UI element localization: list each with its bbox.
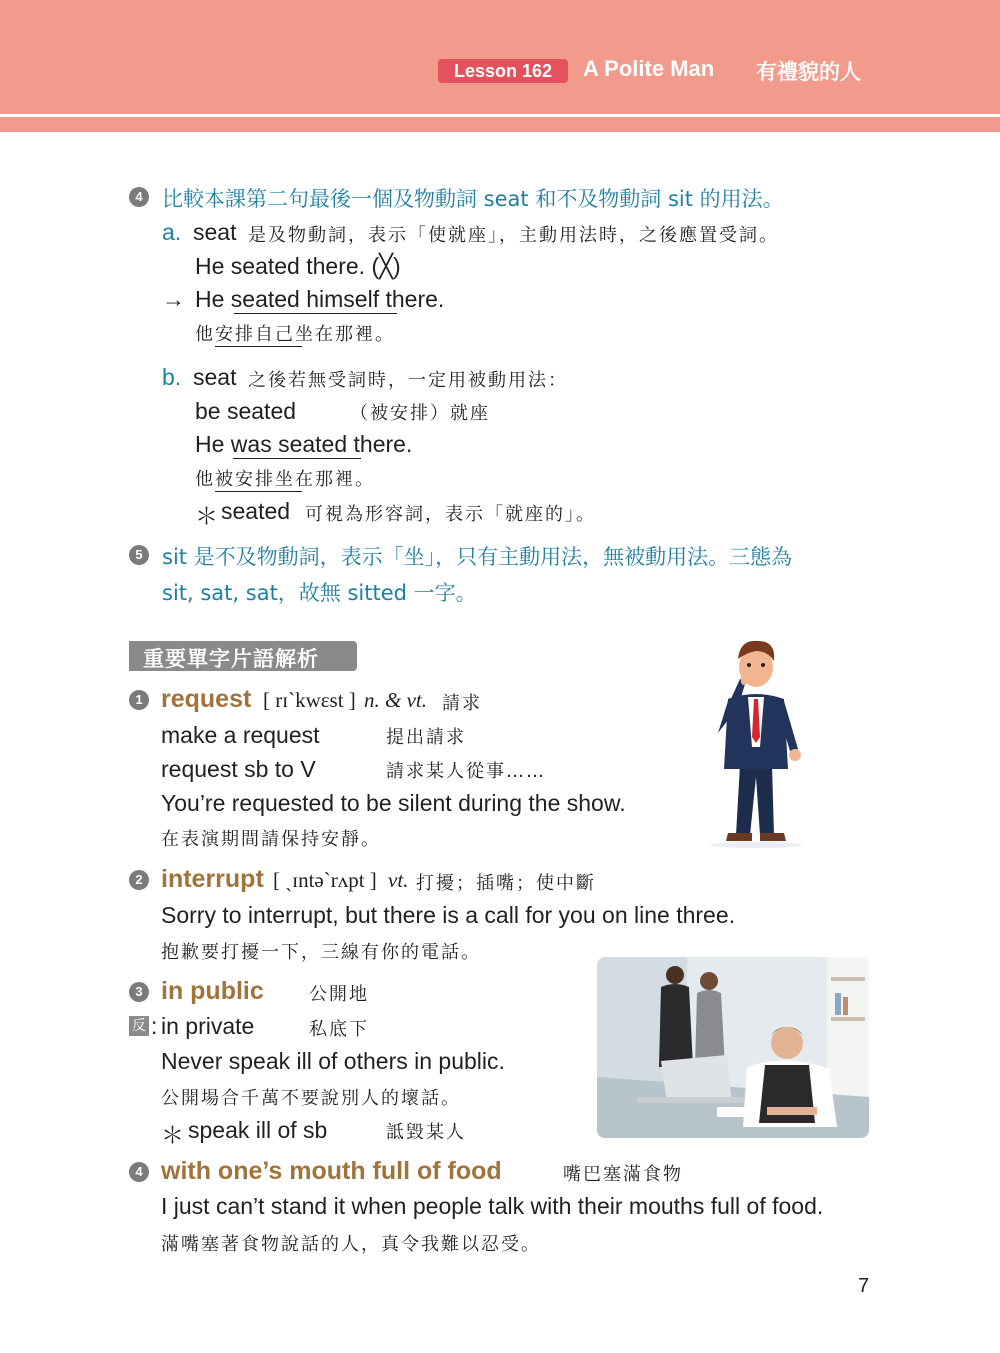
vocab-star-zh: 詆毀某人 [386,1122,466,1143]
note-a-label: a. [162,219,182,245]
note-4-title: 比較本課第二句最後一個及物動詞 seat 和不及物動詞 sit 的用法。 [162,187,784,211]
vocab-phonetic: [ ˏɪntəˋrʌpt ] [273,868,377,892]
vocab-example-zh: 滿嘴塞著食物說話的人，真令我難以忍受。 [161,1234,541,1255]
note-number-5: 5 [129,545,149,565]
note-b-star-word: seated [221,498,291,524]
vocab-word-mouth-full: with one’s mouth full of food [161,1157,502,1185]
lesson-title-zh: 有禮貌的人 [756,60,861,84]
businessman-shush-illustration [706,637,806,849]
header-divider [0,114,1000,117]
antonym-label: 反 [129,1016,149,1036]
vocab-example: Sorry to interrupt, but there is a call for you on line three. [161,902,736,928]
note-b-phrase-zh: （被安排）就座 [350,403,490,424]
lesson-badge: Lesson 162 [438,59,568,83]
vocab-number-3: 3 [129,982,149,1002]
vocab-meaning: 打擾；插嘴；使中斷 [416,873,596,894]
vocab-phrase: make a request [161,722,320,748]
page-number: 7 [858,1275,870,1297]
vocab-phrase-zh: 提出請求 [386,727,466,748]
note-b-example: He was seated there. [195,431,413,457]
vocab-pos: vt. [388,868,409,892]
antonym-colon: : [151,1013,158,1039]
note-b-star-desc: 可視為形容詞，表示「就座的」。 [305,504,596,525]
page-header [0,0,1000,132]
arrow-icon: → [162,286,185,312]
note-b-star: ＊ [195,503,218,529]
vocab-number-4: 4 [129,1162,149,1182]
note-a-word: seat [193,219,237,245]
vocab-example: Never speak ill of others in public. [161,1048,505,1074]
note-a-wrong-example: He seated there. (╳) [195,253,401,279]
note-b-word: seat [193,364,237,390]
vocab-number-2: 2 [129,870,149,890]
vocab-word-in-public: in public [161,977,264,1005]
vocab-section-title: 重要單字片語解析 [143,647,319,671]
vocab-example: You’re requested to be silent during the show. [161,790,626,816]
note-b-example-zh: 他被安排坐在那裡。 [195,469,375,490]
vocab-phrase: request sb to V [161,756,316,782]
note-b-label: b. [162,364,182,390]
underline [234,313,397,314]
vocab-example-zh: 公開場合千萬不要說別人的壞話。 [161,1088,461,1109]
vocab-meaning: 公開地 [309,984,369,1005]
note-b-phrase: be seated [195,398,297,424]
vocab-word-request: request [161,685,252,713]
vocab-star: ＊ [161,1122,184,1148]
vocab-phrase-zh: 請求某人從事…… [386,761,546,782]
vocab-star-phrase: speak ill of sb [188,1117,328,1143]
note-number-4: 4 [129,187,149,207]
note-a-right-zh: 他安排自己坐在那裡。 [195,324,395,345]
lesson-title: A Polite Man [583,56,715,81]
underline [215,491,302,492]
note-5-line1: sit 是不及物動詞，表示「坐」，只有主動用法，無被動用法。三態為 [162,545,793,569]
vocab-example-zh: 在表演期間請保持安靜。 [161,829,381,850]
vocab-number-1: 1 [129,690,149,710]
vocab-meaning: 請求 [442,693,482,714]
note-a-right-example: He seated himself there. [195,286,445,312]
vocab-meaning: 嘴巴塞滿食物 [563,1164,683,1185]
office-gossip-photo [597,957,869,1138]
vocab-pos: n. & vt. [364,688,427,712]
vocab-antonym-zh: 私底下 [309,1019,369,1040]
vocab-phonetic: [ rɪˋkwɛst ] [263,688,356,712]
vocab-example: I just can’t stand it when people talk with their mouths full of food. [161,1193,824,1219]
vocab-antonym: in private [161,1013,255,1039]
vocab-word-interrupt: interrupt [161,865,264,893]
note-5-line2: sit, sat, sat，故無 sitted 一字。 [162,581,477,605]
note-a-desc: 是及物動詞，表示「使就座」，主動用法時，之後應置受詞。 [248,225,779,246]
vocab-example-zh: 抱歉要打擾一下，三線有你的電話。 [161,942,481,963]
underline [215,346,302,347]
note-b-desc: 之後若無受詞時，一定用被動用法： [248,370,568,391]
vocab-section-header [129,641,357,671]
underline [233,458,361,459]
